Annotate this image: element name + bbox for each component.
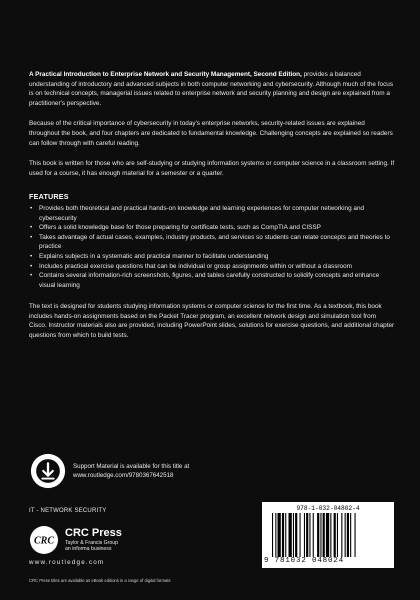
feature-item: • Takes advantage of actual cases, examples, industry products, and services so students can relate concepts and theories to practice bbox=[29, 233, 395, 252]
feature-item: • Provides both theoretical and practical hands-on knowledge and learning experiences for computer networking and cybersecurity bbox=[29, 204, 395, 223]
publisher-url[interactable]: www.routledge.com bbox=[29, 559, 105, 566]
barcode-bars-icon bbox=[272, 513, 384, 557]
publisher-logo bbox=[29, 521, 229, 569]
feature-item: • Explains subjects in a systematic and practical manner to facilitate understanding bbox=[29, 252, 395, 262]
publisher-tagline: an informa business bbox=[65, 546, 112, 552]
ebook-note: CRC Press titles are available as eBook editions in a range of digital formats bbox=[29, 578, 171, 583]
feature-item: • Offers a solid knowledge base for those preparing for certificate tests, such as CompTIA and CISSP bbox=[29, 223, 395, 233]
category-label: IT - NETWORK SECURITY bbox=[29, 508, 107, 514]
barcode-digits: 9 781032 048024 bbox=[264, 557, 345, 565]
crc-logo-icon bbox=[29, 525, 59, 555]
back-cover-text bbox=[29, 70, 395, 352]
features-heading: FEATURES bbox=[29, 192, 69, 202]
intro-paragraph bbox=[29, 70, 395, 108]
book-title: A Practical Introduction to Enterprise Network and Security Management, Second Edition, bbox=[29, 71, 302, 78]
intro-text: provides a balanced understanding of introductory and advanced subjects in both computer networking and cybersecurity. Although much of the focus is on technical concepts, managerial issues related to enterprise network and security planning and design are explained from a practitioner's perspective. bbox=[29, 71, 394, 107]
isbn-number: 978-1-032-04802-4 bbox=[296, 505, 360, 512]
cybersecurity-paragraph: Because of the critical importance of cybersecurity in today's enterprise networks, security-related issues are explained throughout the book, and four chapters are dedicated to fundamental knowledge. Challenging concepts are explained so readers can follow through with careful reading. bbox=[29, 120, 393, 147]
audience-paragraph: This book is written for those who are self-studying or studying information systems or computer science in a classroom setting. If used for a course, it has enough material for a semester or a quarter. bbox=[29, 160, 395, 177]
textbook-paragraph: The text is designed for students studying information systems or computer science for the first time. As a textbook, this book includes hands-on assignments based on the Packet Tracer program, an excellent network design and simulation tool from Cisco. Instructor materials also are provided, including PowerPoint slides, solutions for exercise questions, and additional chapter questions from which to build tests. bbox=[29, 303, 395, 340]
logo-mark-text: CRC bbox=[33, 535, 55, 547]
feature-item: • Includes practical exercise questions that can be individual or group assignments within or without a classroom bbox=[29, 262, 395, 272]
publisher-group: Taylor & Francis Group bbox=[65, 540, 119, 546]
support-url[interactable]: www.routledge.com/9780367642518 bbox=[73, 472, 174, 479]
support-material-badge-icon bbox=[29, 452, 67, 490]
features-list bbox=[29, 204, 395, 290]
barcode bbox=[262, 502, 394, 568]
support-material bbox=[29, 452, 289, 492]
support-text bbox=[73, 462, 189, 480]
feature-item: • Contains several information-rich screenshots, figures, and tables carefully constructed to solidify concepts and enhance visual learning bbox=[29, 271, 395, 290]
publisher-name: CRC Press bbox=[65, 527, 122, 539]
support-line: Support Material is available for this title at bbox=[73, 463, 190, 470]
